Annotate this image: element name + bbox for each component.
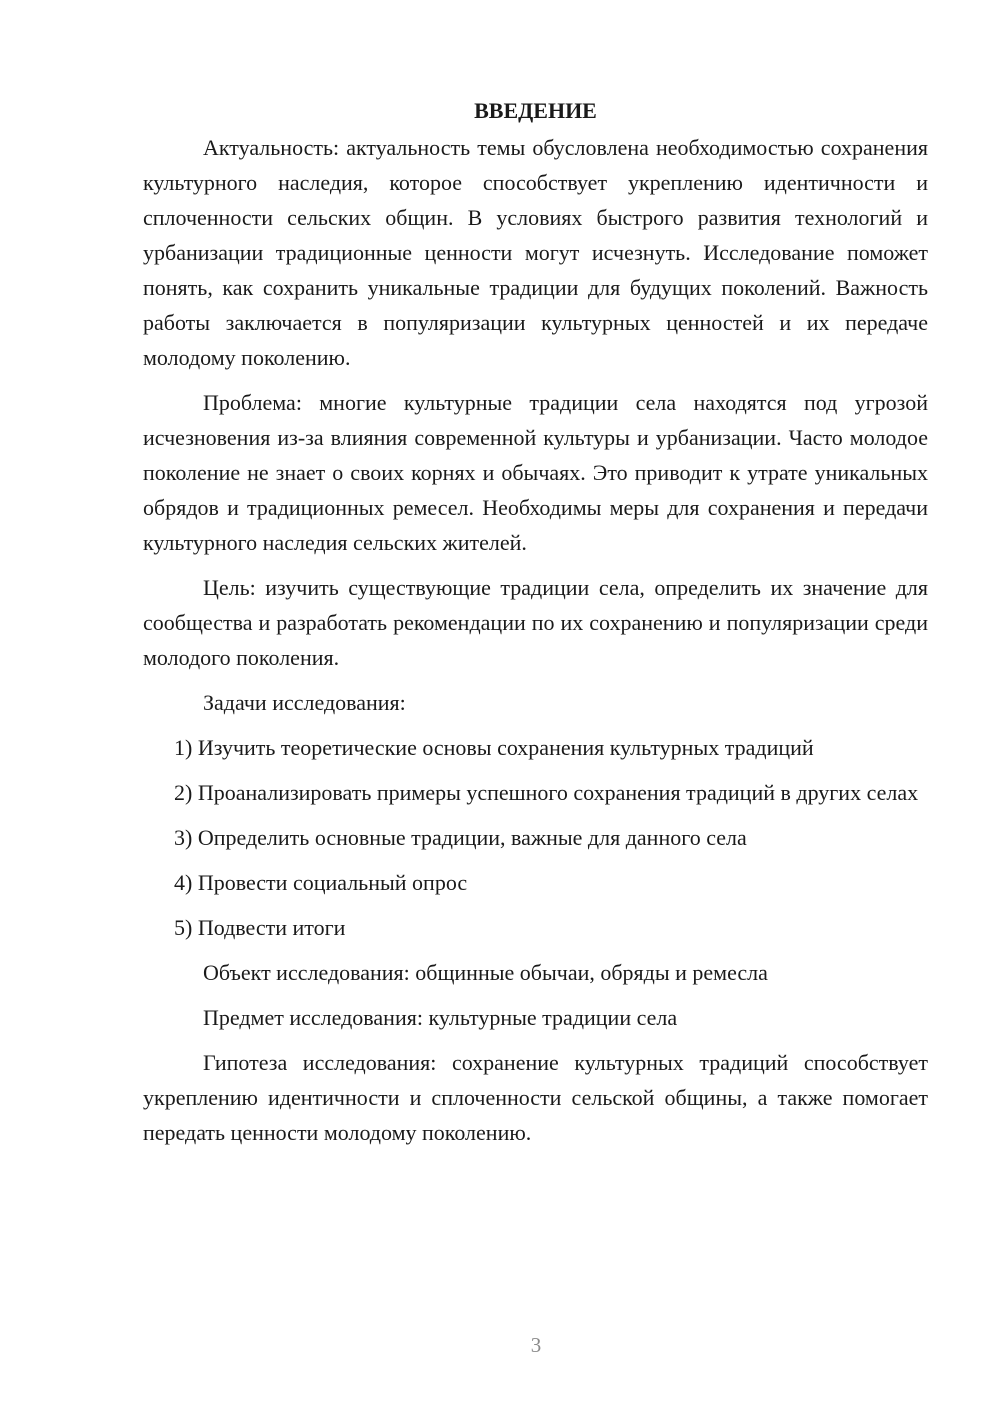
task-item-5: 5) Подвести итоги [174,915,346,940]
page-number: 3 [530,1333,542,1357]
page-content [143,96,928,1160]
relevance-paragraph: Актуальность: актуальность темы обусловлена необходимостью сохранения культурного наследия, которое способствует укреплению идентичности и сплоченности сельских общин. В условиях быстрого развития технологий и урбанизации традиционные ценности могут исчезнуть. Исследование поможет понять, как сохранить уникальные традиции для будущих поколений. Важность работы заключается в популяризации культурных ценностей и их передаче молодому поколению. [143,135,928,370]
tasks-heading: Задачи исследования: [203,690,406,715]
research-hypothesis: Гипотеза исследования: сохранение культурных традиций способствует укреплению идентичности и сплоченности сельской общины, а также помогает передать ценности молодому поколению. [143,1050,928,1145]
goal-paragraph: Цель: изучить существующие традиции села, определить их значение для сообщества и разработать рекомендации по их сохранению и популяризации среди молодого поколения. [143,575,928,670]
section-title: ВВЕДЕНИЕ [474,98,597,123]
research-subject: Предмет исследования: культурные традиции села [203,1005,678,1030]
task-item-2: 2) Проанализировать примеры успешного сохранения традиций в других селах [174,780,919,805]
problem-paragraph: Проблема: многие культурные традиции села находятся под угрозой исчезновения из-за влияния современной культуры и урбанизации. Часто молодое поколение не знает о своих корнях и обычаях. Это приводит к утрате уникальных обрядов и традиционных ремесел. Необходимы меры для сохранения и передачи культурного наследия сельских жителей. [143,390,928,555]
task-item-3: 3) Определить основные традиции, важные для данного села [174,825,747,850]
research-object: Объект исследования: общинные обычаи, обряды и ремесла [203,960,768,985]
task-item-1: 1) Изучить теоретические основы сохранения культурных традиций [174,735,814,760]
task-item-4: 4) Провести социальный опрос [174,870,468,895]
